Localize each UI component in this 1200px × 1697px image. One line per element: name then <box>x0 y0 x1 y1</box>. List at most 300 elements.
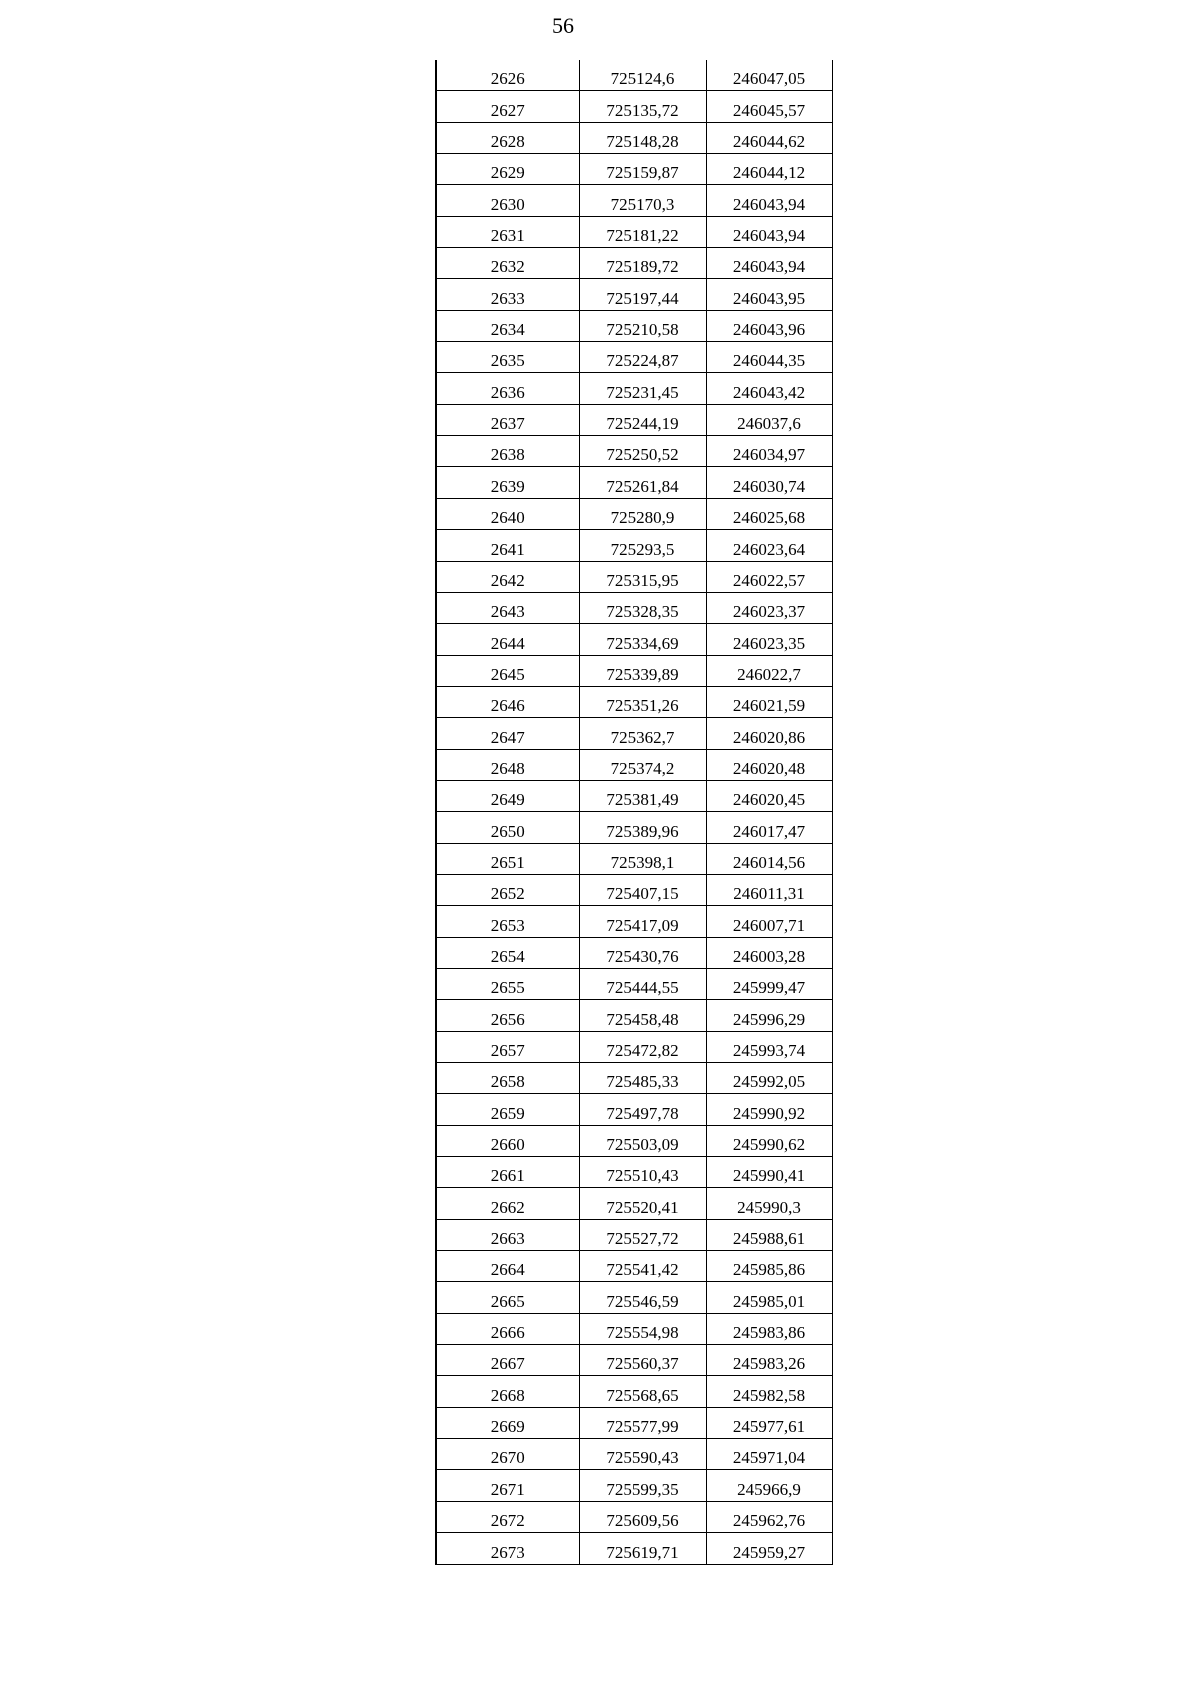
y-coordinate-text: 245985,86 <box>732 1260 806 1280</box>
y-coordinate-text: 246044,35 <box>732 351 806 371</box>
x-coordinate-text: 725159,87 <box>606 163 679 183</box>
coordinates-table <box>435 60 833 1565</box>
table-row <box>436 1157 832 1188</box>
x-coordinate-text: 725619,71 <box>606 1542 679 1562</box>
point-number-cell <box>436 1439 579 1470</box>
x-coordinate-cell <box>579 122 706 153</box>
table-row <box>436 1376 832 1407</box>
table-row <box>436 216 832 247</box>
x-coordinate-text: 725293,5 <box>610 539 675 559</box>
y-coordinate-text: 246020,86 <box>732 727 806 747</box>
x-coordinate-text: 725374,2 <box>610 758 675 778</box>
y-coordinate-text: 246043,96 <box>732 320 806 340</box>
x-coordinate-cell <box>579 1219 706 1250</box>
x-coordinate-text: 725181,22 <box>606 226 679 246</box>
point-number-text: 2644 <box>490 633 525 653</box>
y-coordinate-text: 246044,62 <box>732 132 806 152</box>
table-row <box>436 906 832 937</box>
x-coordinate-cell <box>579 718 706 749</box>
point-number-cell <box>436 906 579 937</box>
point-number-text: 2628 <box>490 132 525 152</box>
point-number-cell <box>436 592 579 623</box>
y-coordinate-cell <box>706 1470 832 1501</box>
x-coordinate-text: 725407,15 <box>606 884 679 904</box>
table-row <box>436 1407 832 1438</box>
y-coordinate-text: 245982,58 <box>732 1385 806 1405</box>
table-row <box>436 592 832 623</box>
y-coordinate-cell <box>706 373 832 404</box>
point-number-text: 2640 <box>490 508 525 528</box>
y-coordinate-text: 245962,76 <box>732 1511 806 1531</box>
point-number-text: 2636 <box>490 382 525 402</box>
x-coordinate-text: 725590,43 <box>606 1448 679 1468</box>
x-coordinate-cell <box>579 91 706 122</box>
point-number-text: 2629 <box>490 163 525 183</box>
table-row <box>436 624 832 655</box>
point-number-cell <box>436 279 579 310</box>
point-number-cell <box>436 1094 579 1125</box>
y-coordinate-cell <box>706 874 832 905</box>
y-coordinate-cell <box>706 624 832 655</box>
point-number-text: 2667 <box>490 1354 525 1374</box>
y-coordinate-cell <box>706 1376 832 1407</box>
y-coordinate-cell <box>706 154 832 185</box>
point-number-text: 2626 <box>490 69 525 89</box>
y-coordinate-cell <box>706 780 832 811</box>
x-coordinate-text: 725497,78 <box>606 1103 679 1123</box>
x-coordinate-cell <box>579 404 706 435</box>
point-number-cell <box>436 122 579 153</box>
point-number-cell <box>436 718 579 749</box>
y-coordinate-text: 246034,97 <box>732 445 806 465</box>
y-coordinate-text: 245985,01 <box>732 1291 806 1311</box>
point-number-text: 2656 <box>490 1009 525 1029</box>
point-number-text: 2648 <box>490 758 525 778</box>
x-coordinate-text: 725599,35 <box>606 1479 679 1499</box>
table-row <box>436 1219 832 1250</box>
x-coordinate-cell <box>579 1188 706 1219</box>
y-coordinate-text: 246030,74 <box>732 476 806 496</box>
x-coordinate-text: 725244,19 <box>606 414 679 434</box>
point-number-text: 2673 <box>490 1542 525 1562</box>
y-coordinate-text: 246043,94 <box>732 257 806 277</box>
y-coordinate-cell <box>706 1282 832 1313</box>
point-number-cell <box>436 624 579 655</box>
x-coordinate-text: 725381,49 <box>606 790 679 810</box>
point-number-cell <box>436 1313 579 1344</box>
x-coordinate-cell <box>579 937 706 968</box>
y-coordinate-cell <box>706 592 832 623</box>
x-coordinate-cell <box>579 968 706 999</box>
x-coordinate-cell <box>579 1031 706 1062</box>
y-coordinate-cell <box>706 1533 832 1564</box>
point-number-text: 2646 <box>490 696 525 716</box>
point-number-cell <box>436 1188 579 1219</box>
y-coordinate-cell <box>706 310 832 341</box>
x-coordinate-text: 725328,35 <box>606 602 679 622</box>
x-coordinate-cell <box>579 812 706 843</box>
x-coordinate-text: 725485,33 <box>606 1072 679 1092</box>
y-coordinate-cell <box>706 718 832 749</box>
x-coordinate-cell <box>579 154 706 185</box>
point-number-cell <box>436 404 579 435</box>
x-coordinate-text: 725250,52 <box>606 445 679 465</box>
point-number-text: 2645 <box>490 664 525 684</box>
point-number-cell <box>436 91 579 122</box>
point-number-text: 2654 <box>490 946 525 966</box>
point-number-text: 2661 <box>490 1166 525 1186</box>
y-coordinate-cell <box>706 1157 832 1188</box>
table-row <box>436 1125 832 1156</box>
y-coordinate-text: 246021,59 <box>732 696 806 716</box>
point-number-cell <box>436 1000 579 1031</box>
y-coordinate-text: 246022,7 <box>737 664 801 684</box>
x-coordinate-text: 725135,72 <box>606 100 679 120</box>
x-coordinate-cell <box>579 1345 706 1376</box>
x-coordinate-cell <box>579 843 706 874</box>
x-coordinate-text: 725503,09 <box>606 1135 679 1155</box>
x-coordinate-text: 725224,87 <box>606 351 679 371</box>
y-coordinate-cell <box>706 1000 832 1031</box>
point-number-text: 2658 <box>490 1072 525 1092</box>
point-number-text: 2632 <box>490 257 525 277</box>
x-coordinate-cell <box>579 624 706 655</box>
y-coordinate-text: 245996,29 <box>732 1009 806 1029</box>
y-coordinate-text: 245999,47 <box>732 978 806 998</box>
point-number-text: 2669 <box>490 1417 525 1437</box>
x-coordinate-cell <box>579 1094 706 1125</box>
y-coordinate-cell <box>706 1125 832 1156</box>
y-coordinate-text: 246043,95 <box>732 288 806 308</box>
table-row <box>436 60 832 91</box>
point-number-cell <box>436 248 579 279</box>
y-coordinate-text: 246007,71 <box>732 915 806 935</box>
table-row <box>436 874 832 905</box>
x-coordinate-text: 725362,7 <box>610 727 675 747</box>
x-coordinate-cell <box>579 1533 706 1564</box>
y-coordinate-cell <box>706 1031 832 1062</box>
y-coordinate-cell <box>706 1188 832 1219</box>
x-coordinate-text: 725560,37 <box>606 1354 679 1374</box>
y-coordinate-text: 246044,12 <box>732 163 806 183</box>
table-row <box>436 937 832 968</box>
x-coordinate-text: 725124,6 <box>610 69 675 89</box>
x-coordinate-cell <box>579 373 706 404</box>
x-coordinate-cell <box>579 279 706 310</box>
point-number-cell <box>436 1157 579 1188</box>
y-coordinate-text: 245990,3 <box>737 1197 801 1217</box>
point-number-text: 2657 <box>490 1041 525 1060</box>
x-coordinate-text: 725210,58 <box>606 320 679 340</box>
point-number-text: 2671 <box>490 1479 525 1499</box>
x-coordinate-text: 725609,56 <box>606 1511 679 1531</box>
x-coordinate-text: 725398,1 <box>610 852 675 872</box>
y-coordinate-text: 246023,64 <box>732 539 806 559</box>
y-coordinate-text: 245993,74 <box>732 1041 806 1060</box>
x-coordinate-text: 725472,82 <box>606 1041 679 1060</box>
point-number-cell <box>436 1031 579 1062</box>
point-number-cell <box>436 1501 579 1532</box>
y-coordinate-cell <box>706 968 832 999</box>
x-coordinate-cell <box>579 498 706 529</box>
y-coordinate-text: 246045,57 <box>732 100 806 120</box>
x-coordinate-cell <box>579 1470 706 1501</box>
table-row <box>436 1063 832 1094</box>
point-number-text: 2662 <box>490 1197 525 1217</box>
y-coordinate-cell <box>706 60 832 91</box>
point-number-text: 2638 <box>490 445 525 465</box>
x-coordinate-cell <box>579 592 706 623</box>
y-coordinate-cell <box>706 248 832 279</box>
table-row <box>436 530 832 561</box>
x-coordinate-cell <box>579 185 706 216</box>
y-coordinate-text: 245971,04 <box>732 1448 806 1468</box>
y-coordinate-text: 245977,61 <box>732 1417 806 1437</box>
x-coordinate-text: 725520,41 <box>606 1197 679 1217</box>
table-row <box>436 968 832 999</box>
y-coordinate-text: 246047,05 <box>732 69 806 89</box>
x-coordinate-cell <box>579 874 706 905</box>
point-number-text: 2651 <box>490 852 525 872</box>
y-coordinate-cell <box>706 1094 832 1125</box>
point-number-cell <box>436 60 579 91</box>
y-coordinate-cell <box>706 404 832 435</box>
table-row <box>436 404 832 435</box>
y-coordinate-cell <box>706 1219 832 1250</box>
x-coordinate-text: 725417,09 <box>606 915 679 935</box>
point-number-cell <box>436 1470 579 1501</box>
point-number-cell <box>436 373 579 404</box>
point-number-text: 2634 <box>490 320 525 340</box>
point-number-text: 2631 <box>490 226 525 246</box>
y-coordinate-text: 246011,31 <box>733 884 805 904</box>
point-number-text: 2641 <box>490 539 525 559</box>
x-coordinate-cell <box>579 1376 706 1407</box>
y-coordinate-cell <box>706 498 832 529</box>
y-coordinate-cell <box>706 91 832 122</box>
x-coordinate-text: 725510,43 <box>606 1166 679 1186</box>
y-coordinate-cell <box>706 561 832 592</box>
y-coordinate-text: 245983,26 <box>732 1354 806 1374</box>
x-coordinate-cell <box>579 1125 706 1156</box>
x-coordinate-cell <box>579 780 706 811</box>
y-coordinate-cell <box>706 1063 832 1094</box>
table-row <box>436 1501 832 1532</box>
y-coordinate-text: 246014,56 <box>732 852 806 872</box>
table-row <box>436 843 832 874</box>
y-coordinate-text: 246043,94 <box>732 194 806 214</box>
table-row <box>436 1470 832 1501</box>
point-number-text: 2652 <box>490 884 525 904</box>
point-number-cell <box>436 1251 579 1282</box>
table-row <box>436 498 832 529</box>
point-number-cell <box>436 968 579 999</box>
point-number-cell <box>436 154 579 185</box>
table-row <box>436 279 832 310</box>
table-row <box>436 1282 832 1313</box>
y-coordinate-cell <box>706 906 832 937</box>
point-number-cell <box>436 1345 579 1376</box>
table-row <box>436 467 832 498</box>
x-coordinate-cell <box>579 1157 706 1188</box>
table-row <box>436 91 832 122</box>
x-coordinate-text: 725554,98 <box>606 1323 679 1343</box>
y-coordinate-text: 245966,9 <box>737 1479 801 1499</box>
point-number-cell <box>436 843 579 874</box>
y-coordinate-text: 246037,6 <box>737 414 801 434</box>
y-coordinate-text: 246020,45 <box>732 790 806 810</box>
y-coordinate-text: 246022,57 <box>732 570 806 590</box>
x-coordinate-cell <box>579 1282 706 1313</box>
point-number-cell <box>436 749 579 780</box>
table-row <box>436 1345 832 1376</box>
y-coordinate-cell <box>706 937 832 968</box>
x-coordinate-text: 725148,28 <box>606 132 679 152</box>
table-row <box>436 436 832 467</box>
point-number-cell <box>436 937 579 968</box>
point-number-cell <box>436 1125 579 1156</box>
x-coordinate-cell <box>579 60 706 91</box>
point-number-text: 2637 <box>490 414 525 434</box>
table-row <box>436 1439 832 1470</box>
y-coordinate-text: 245959,27 <box>732 1542 806 1562</box>
y-coordinate-text: 246025,68 <box>732 508 806 528</box>
y-coordinate-cell <box>706 812 832 843</box>
point-number-cell <box>436 530 579 561</box>
x-coordinate-cell <box>579 1063 706 1094</box>
y-coordinate-text: 245990,92 <box>732 1103 806 1123</box>
x-coordinate-cell <box>579 216 706 247</box>
point-number-text: 2660 <box>490 1135 525 1155</box>
x-coordinate-cell <box>579 530 706 561</box>
x-coordinate-text: 725577,99 <box>606 1417 679 1437</box>
x-coordinate-text: 725261,84 <box>606 476 679 496</box>
x-coordinate-text: 725389,96 <box>606 821 679 841</box>
x-coordinate-text: 725189,72 <box>606 257 679 277</box>
y-coordinate-text: 245988,61 <box>732 1229 806 1249</box>
y-coordinate-cell <box>706 342 832 373</box>
x-coordinate-text: 725541,42 <box>606 1260 679 1280</box>
coordinates-table-body <box>436 60 832 1564</box>
point-number-cell <box>436 561 579 592</box>
y-coordinate-text: 246003,28 <box>732 946 806 966</box>
point-number-text: 2665 <box>490 1291 525 1311</box>
y-coordinate-cell <box>706 1251 832 1282</box>
point-number-text: 2653 <box>490 915 525 935</box>
x-coordinate-text: 725170,3 <box>610 194 675 214</box>
y-coordinate-cell <box>706 1439 832 1470</box>
x-coordinate-cell <box>579 906 706 937</box>
table-row <box>436 248 832 279</box>
point-number-cell <box>436 686 579 717</box>
table-row <box>436 373 832 404</box>
y-coordinate-text: 246023,37 <box>732 602 806 622</box>
y-coordinate-cell <box>706 1345 832 1376</box>
y-coordinate-cell <box>706 530 832 561</box>
point-number-cell <box>436 1533 579 1564</box>
y-coordinate-cell <box>706 1407 832 1438</box>
x-coordinate-cell <box>579 1439 706 1470</box>
point-number-text: 2630 <box>490 194 525 214</box>
point-number-cell <box>436 310 579 341</box>
point-number-text: 2627 <box>490 100 525 120</box>
y-coordinate-text: 246043,94 <box>732 226 806 246</box>
point-number-text: 2633 <box>490 288 525 308</box>
x-coordinate-text: 725458,48 <box>606 1009 679 1029</box>
table-row <box>436 1188 832 1219</box>
table-row <box>436 1533 832 1564</box>
point-number-cell <box>436 467 579 498</box>
table-row <box>436 686 832 717</box>
table-row <box>436 718 832 749</box>
table-row <box>436 1251 832 1282</box>
point-number-text: 2642 <box>490 570 525 590</box>
point-number-text: 2650 <box>490 821 525 841</box>
point-number-text: 2668 <box>490 1385 525 1405</box>
x-coordinate-text: 725546,59 <box>606 1291 679 1311</box>
x-coordinate-text: 725430,76 <box>606 946 679 966</box>
y-coordinate-cell <box>706 467 832 498</box>
point-number-cell <box>436 1407 579 1438</box>
table-row <box>436 1000 832 1031</box>
x-coordinate-text: 725351,26 <box>606 696 679 716</box>
y-coordinate-cell <box>706 122 832 153</box>
point-number-cell <box>436 216 579 247</box>
x-coordinate-cell <box>579 342 706 373</box>
y-coordinate-cell <box>706 279 832 310</box>
x-coordinate-cell <box>579 1501 706 1532</box>
x-coordinate-cell <box>579 1251 706 1282</box>
table-row <box>436 310 832 341</box>
x-coordinate-cell <box>579 686 706 717</box>
y-coordinate-text: 245983,86 <box>732 1323 806 1343</box>
y-coordinate-text: 245990,62 <box>732 1135 806 1155</box>
x-coordinate-text: 725444,55 <box>606 978 679 998</box>
point-number-text: 2672 <box>490 1511 525 1531</box>
point-number-text: 2666 <box>490 1323 525 1343</box>
point-number-cell <box>436 1219 579 1250</box>
y-coordinate-cell <box>706 655 832 686</box>
table-row <box>436 812 832 843</box>
point-number-cell <box>436 655 579 686</box>
point-number-cell <box>436 1376 579 1407</box>
table-row <box>436 780 832 811</box>
x-coordinate-text: 725527,72 <box>606 1229 679 1249</box>
table-row <box>436 342 832 373</box>
y-coordinate-text: 246017,47 <box>732 821 806 841</box>
point-number-text: 2649 <box>490 790 525 810</box>
y-coordinate-cell <box>706 185 832 216</box>
point-number-cell <box>436 780 579 811</box>
y-coordinate-cell <box>706 216 832 247</box>
table-row <box>436 122 832 153</box>
table-row <box>436 749 832 780</box>
y-coordinate-text: 246023,35 <box>732 633 806 653</box>
point-number-text: 2643 <box>490 602 525 622</box>
table-row <box>436 1031 832 1062</box>
point-number-cell <box>436 185 579 216</box>
x-coordinate-cell <box>579 248 706 279</box>
point-number-cell <box>436 812 579 843</box>
x-coordinate-text: 725334,69 <box>606 633 679 653</box>
table-row <box>436 561 832 592</box>
point-number-cell <box>436 436 579 467</box>
x-coordinate-text: 725197,44 <box>606 288 679 308</box>
point-number-text: 2659 <box>490 1103 525 1123</box>
y-coordinate-text: 246043,42 <box>732 382 806 402</box>
table-row <box>436 1094 832 1125</box>
y-coordinate-cell <box>706 749 832 780</box>
